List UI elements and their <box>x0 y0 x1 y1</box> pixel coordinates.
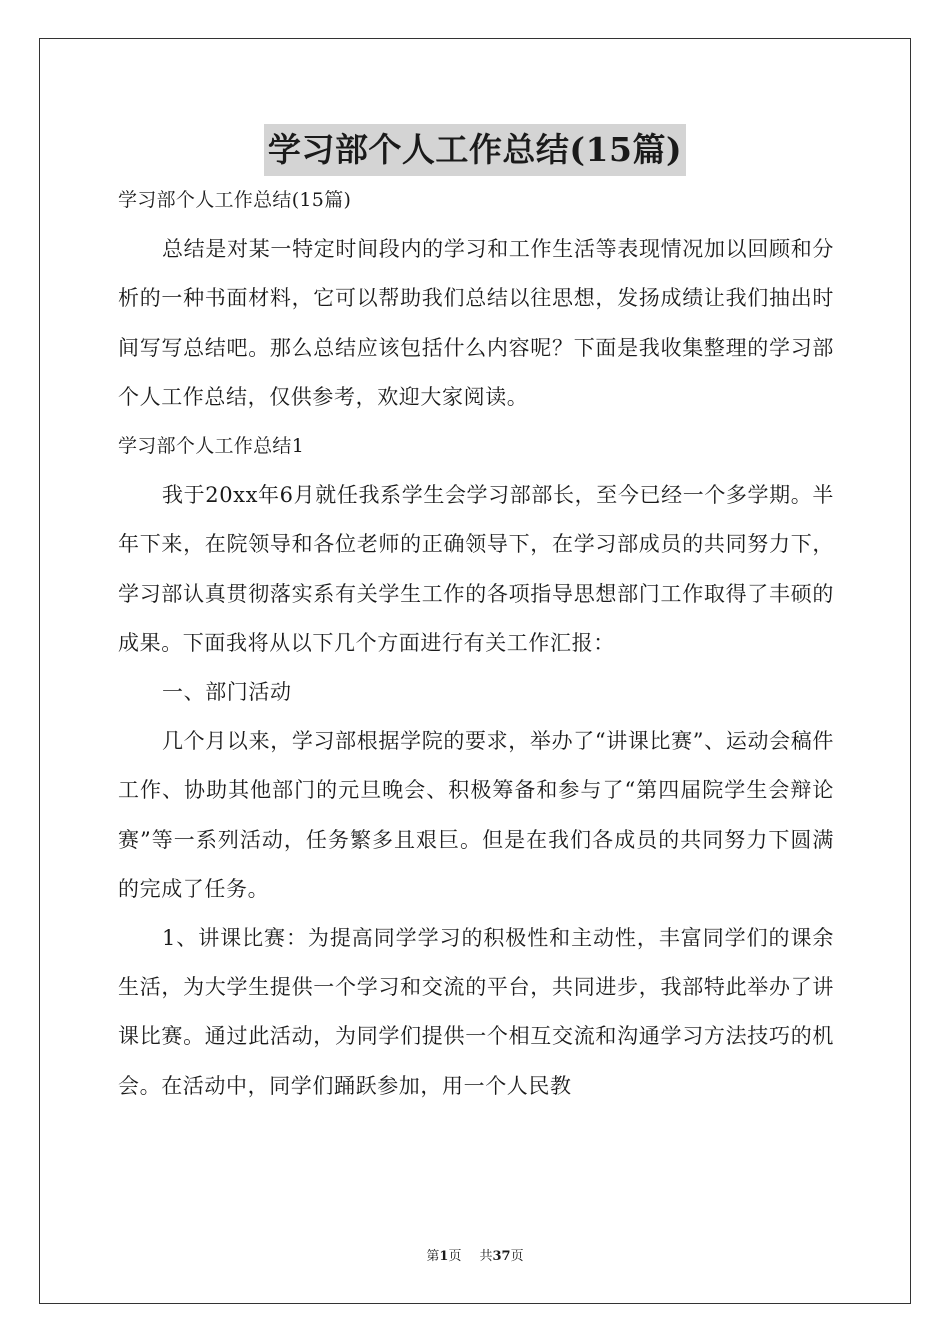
page-prefix: 第 <box>426 1249 440 1264</box>
total-pages: 37 <box>492 1249 511 1264</box>
total-unit: 页 <box>510 1249 524 1264</box>
subtitle-line: 学习部个人工作总结(15篇) <box>118 189 352 211</box>
page-number: 1 <box>439 1249 449 1264</box>
body-paragraph-3: 1、讲课比赛：为提高同学学习的积极性和主动性，丰富同学们的课余生活，为大学生提供一个学习和交流的平台，共同进步，我部特此举办了讲课比赛。通过此活动，为同学们提供一个相互交流和沟通学习方法技巧的机会。在活动中，同学们踊跃参加，用一个人民教 <box>118 926 834 1098</box>
intro-paragraph: 总结是对某一特定时间段内的学习和工作生活等表现情况加以回顾和分析的一种书面材料，它可以帮助我们总结以往思想，发扬成绩让我们抽出时间写写总结吧。那么总结应该包括什么内容呢？下面是我收集整理的学习部个人工作总结，仅供参考，欢迎大家阅读。 <box>118 237 834 409</box>
section-heading-1: 学习部个人工作总结1 <box>118 435 305 458</box>
page-footer <box>0 1247 950 1267</box>
page-unit: 页 <box>448 1249 462 1264</box>
document-body <box>118 176 834 1111</box>
body-paragraph-2: 几个月以来，学习部根据学院的要求，举办了“讲课比赛”、运动会稿件工作、协助其他部门的元旦晚会、积极筹备和参与了“第四届院学生会辩论赛”等一系列活动，任务繁多且艰巨。但是在我们各成员的共同努力下圆满的完成了任务。 <box>118 729 834 901</box>
body-paragraph-1: 我于20xx年6月就任我系学生会学习部部长，至今已经一个多学期。半年下来，在院领导和各位老师的正确领导下，在学习部成员的共同努力下，学习部认真贯彻落实系有关学生工作的各项指导思想部门工作取得了丰硕的成果。下面我将从以下几个方面进行有关工作汇报： <box>118 483 834 655</box>
document-title-text: 学习部个人工作总结(15篇) <box>264 124 686 176</box>
total-prefix: 共 <box>479 1249 493 1264</box>
subsection-heading-department-activities: 一、部门活动 <box>162 680 292 705</box>
document-title <box>0 124 950 176</box>
